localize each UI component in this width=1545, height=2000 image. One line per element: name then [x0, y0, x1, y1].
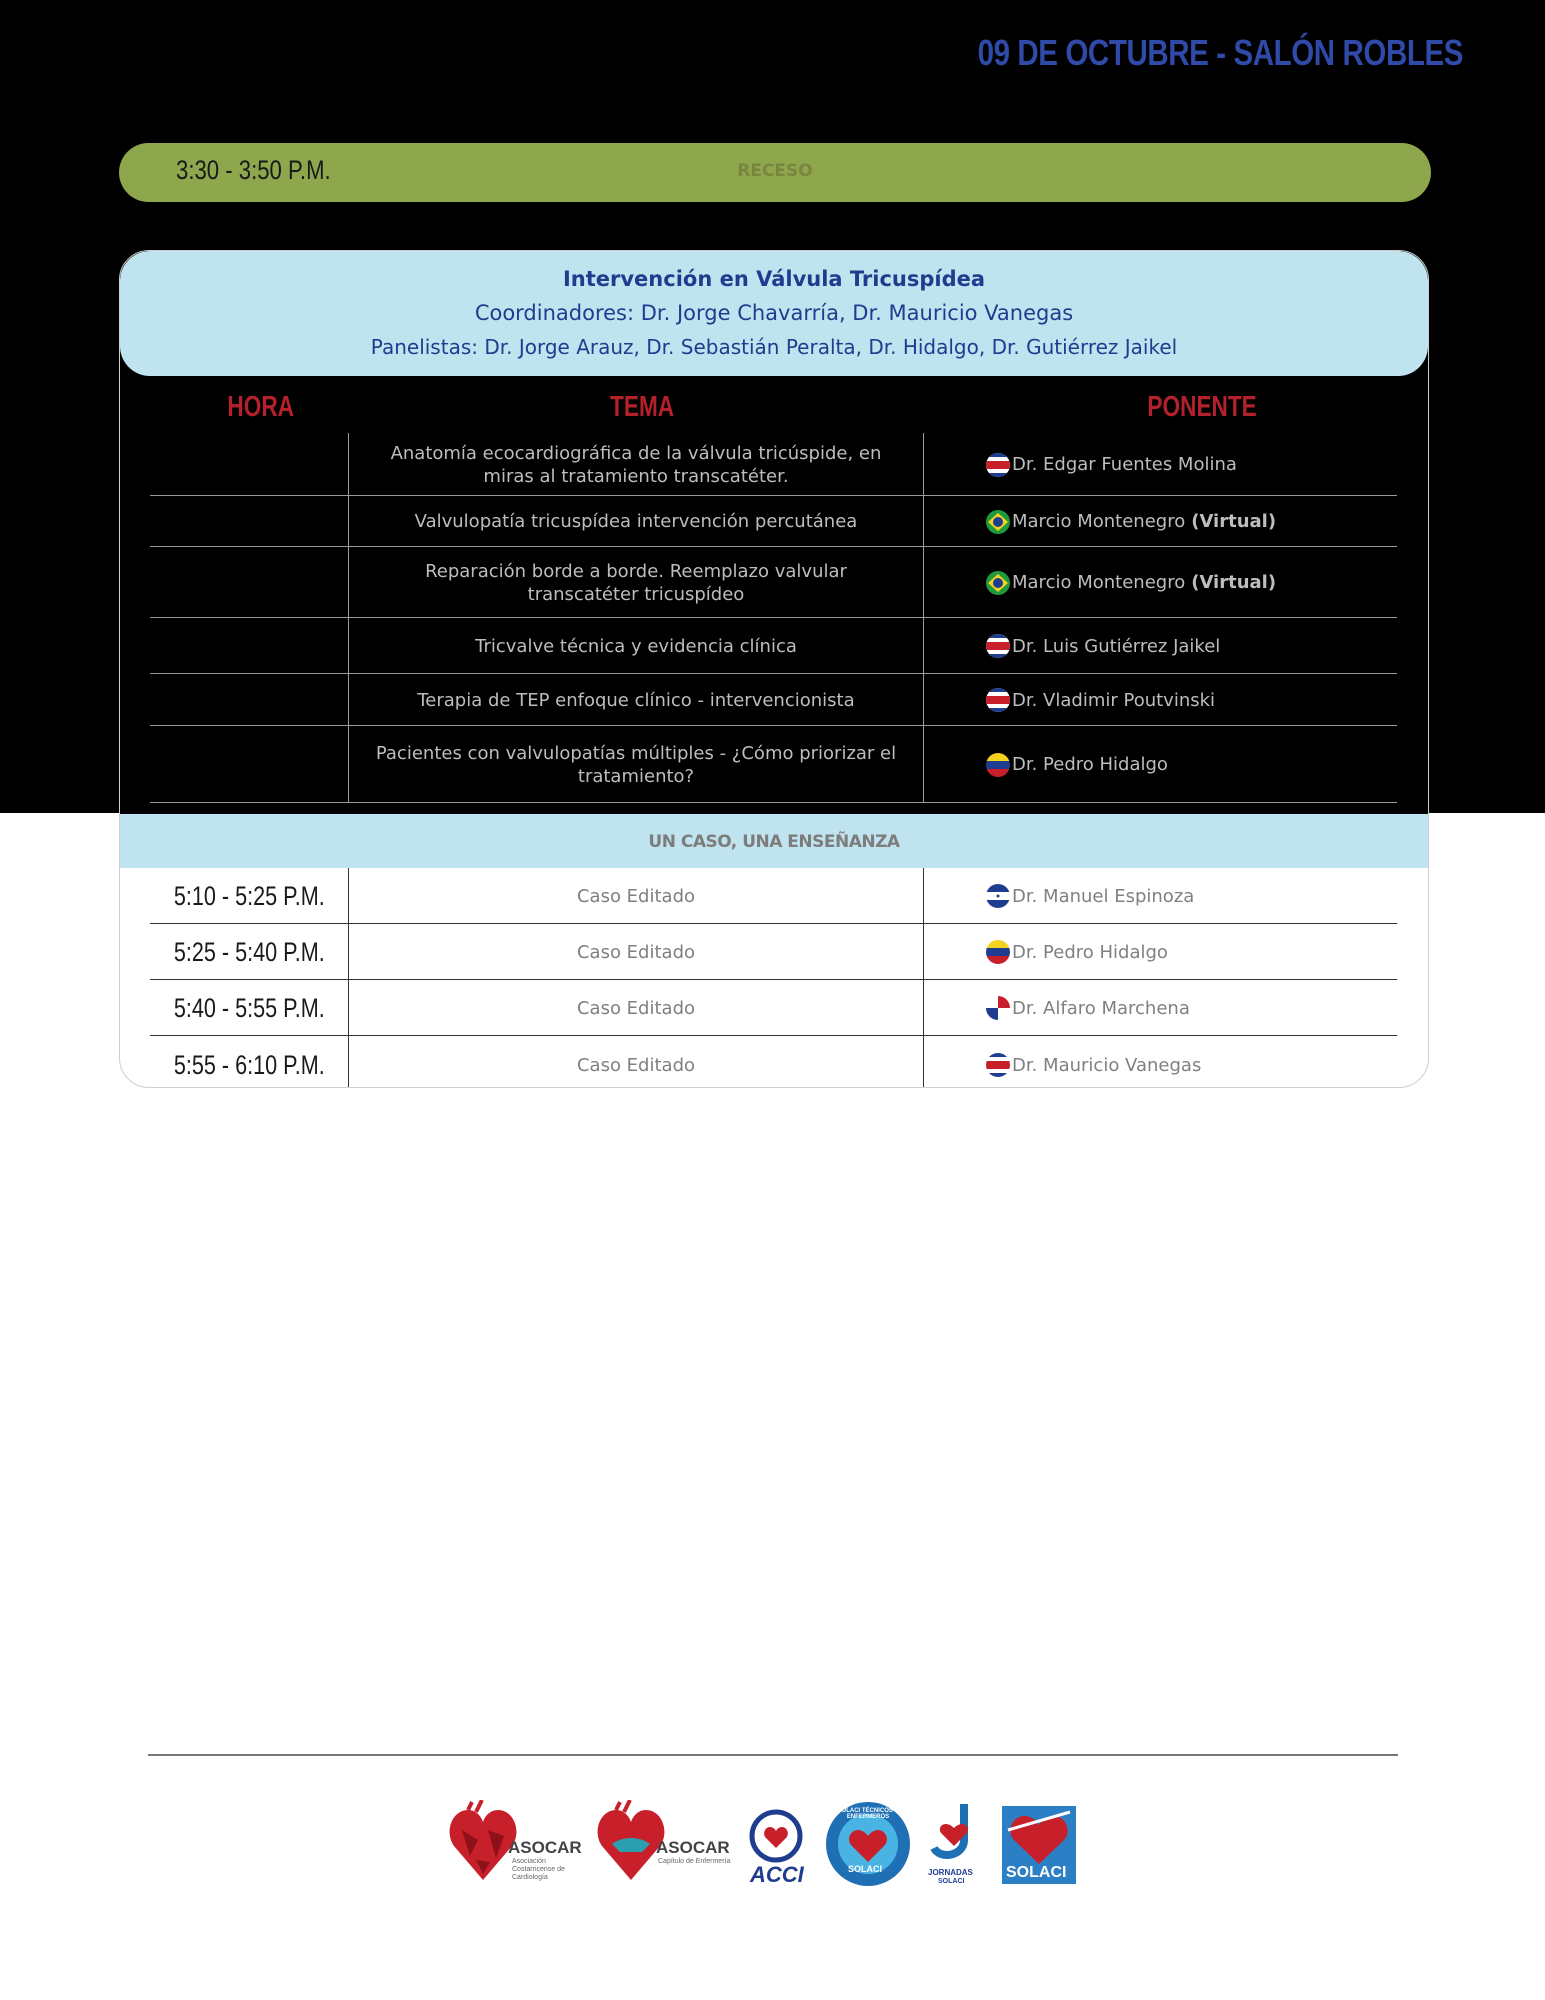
footer-divider — [148, 1754, 1398, 1756]
case-row — [150, 924, 1397, 980]
asocar-enfermeria-logo — [596, 1800, 736, 1890]
jornadas-text: JORNADAS — [928, 1868, 973, 1877]
row-tema: Valvulopatía tricuspídea intervención percutánea — [414, 511, 858, 532]
talk-row — [150, 618, 1397, 674]
row-hora — [150, 1036, 348, 1088]
solaci-text: SOLACI — [1006, 1864, 1067, 1881]
row-ponente — [924, 674, 1397, 726]
case-row — [150, 868, 1397, 924]
row-tema: Caso Editado — [576, 1054, 696, 1076]
row-hora-text: 5:25 - 5:40 P.M. — [173, 936, 325, 967]
recess-label: RECESO — [737, 161, 813, 181]
row-hora — [150, 726, 348, 803]
solaci-tecnicos-ring-text: SOLACI TÉCNICOS Y ENFERMEROS — [837, 1808, 899, 1820]
row-ponente — [924, 726, 1397, 803]
row-ponente — [924, 868, 1397, 924]
asocar2-subtext: Capítulo de Enfermería — [658, 1858, 731, 1865]
speaker-name: Dr. Pedro Hidalgo — [1012, 941, 1168, 963]
row-tema: Anatomía ecocardiográfica de la válvula tricúspide, en miras al tratamiento transcatéter. — [390, 442, 882, 487]
asocar-logo — [448, 1800, 588, 1890]
page-title: 09 DE OCTUBRE - SALÓN ROBLES — [977, 32, 1463, 73]
costa-rica-flag-icon — [986, 453, 1010, 477]
solaci-tecnicos-logo — [824, 1800, 914, 1890]
row-hora — [150, 980, 348, 1036]
solaci-tecnicos-text: SOLACI — [848, 1864, 883, 1874]
talk-row — [150, 433, 1397, 496]
speaker-name: Dr. Alfaro Marchena — [1012, 997, 1190, 1019]
costa-rica-flag-icon — [986, 634, 1010, 658]
asocar2-text: ASOCAR — [656, 1838, 730, 1857]
honduras-flag-icon — [986, 884, 1010, 908]
asocar-subtext: Asociación Costarricense de Cardiología — [512, 1858, 565, 1881]
venezuela-flag-icon — [986, 753, 1010, 777]
column-header-hora: HORA — [227, 391, 294, 423]
row-hora-text: 5:40 - 5:55 P.M. — [173, 992, 325, 1023]
speaker-name: Marcio Montenegro — [1012, 572, 1186, 593]
talk-row — [150, 547, 1397, 618]
brazil-flag-icon — [986, 510, 1010, 534]
speaker-name: Dr. Manuel Espinoza — [1012, 885, 1195, 907]
column-header-tema: TEMA — [610, 391, 675, 423]
recess-bar — [119, 143, 1431, 202]
session-title: Intervención en Válvula Tricuspídea — [562, 267, 986, 291]
recess-time: 3:30 - 3:50 P.M. — [176, 155, 331, 185]
row-ponente — [924, 618, 1397, 674]
venezuela-flag-icon — [986, 940, 1010, 964]
row-ponente — [924, 496, 1397, 547]
row-hora — [150, 924, 348, 980]
costa-rica-flag-icon — [986, 1053, 1010, 1077]
row-ponente — [924, 547, 1397, 618]
jornadas-subtext: SOLACI — [938, 1878, 965, 1885]
row-hora — [150, 496, 348, 547]
brazil-flag-icon — [986, 571, 1010, 595]
talk-row — [150, 674, 1397, 726]
talk-row — [150, 726, 1397, 803]
row-hora — [150, 547, 348, 618]
jornadas-solaci-logo — [926, 1800, 986, 1890]
case-section-label: UN CASO, UNA ENSEÑANZA — [648, 832, 900, 852]
sponsor-logos — [448, 1800, 1088, 1900]
speaker-name: Dr. Vladimir Poutvinski — [1012, 689, 1216, 711]
row-hora — [150, 618, 348, 674]
row-hora — [150, 674, 348, 726]
row-ponente — [924, 980, 1397, 1036]
row-tema: Caso Editado — [576, 941, 696, 963]
speaker-name: Dr. Edgar Fuentes Molina — [1012, 454, 1237, 475]
case-section-band — [120, 814, 1428, 868]
speaker-name: Dr. Mauricio Vanegas — [1012, 1054, 1202, 1076]
row-ponente — [924, 433, 1397, 496]
case-row — [150, 1036, 1397, 1088]
row-tema: Pacientes con valvulopatías múltiples - ¿Cómo priorizar el tratamiento? — [375, 742, 897, 787]
acci-emblem-icon — [748, 1808, 804, 1864]
talk-row — [150, 496, 1397, 547]
row-hora-text: 5:10 - 5:25 P.M. — [173, 880, 325, 911]
row-hora — [150, 868, 348, 924]
session-coordinators: Coordinadores: Dr. Jorge Chavarría, Dr. Mauricio Vanegas — [474, 301, 1074, 325]
row-tema: Caso Editado — [576, 885, 696, 907]
speaker-name: Dr. Luis Gutiérrez Jaikel — [1012, 635, 1221, 657]
solaci-logo — [1000, 1800, 1080, 1890]
row-tema: Tricvalve técnica y evidencia clínica — [475, 635, 797, 657]
column-header-ponente: PONENTE — [1147, 391, 1257, 423]
row-hora — [150, 433, 348, 496]
speaker-virtual-tag: (Virtual) — [1191, 511, 1277, 532]
row-hora-text: 5:55 - 6:10 P.M. — [173, 1049, 325, 1080]
speaker-name: Dr. Pedro Hidalgo — [1012, 754, 1168, 775]
panama-flag-icon — [986, 996, 1010, 1020]
acci-logo — [748, 1800, 808, 1890]
row-ponente — [924, 924, 1397, 980]
costa-rica-flag-icon — [986, 688, 1010, 712]
row-tema: Reparación borde a borde. Reemplazo valvular transcatéter tricuspídeo — [425, 560, 847, 605]
session-panelists: Panelistas: Dr. Jorge Arauz, Dr. Sebastián Peralta, Dr. Hidalgo, Dr. Gutiérrez Jaikel — [370, 335, 1178, 359]
speaker-virtual-tag: (Virtual) — [1191, 572, 1277, 593]
acci-text: ACCI — [750, 1862, 804, 1887]
speaker-name: Marcio Montenegro — [1012, 511, 1186, 532]
jornadas-emblem-icon — [926, 1800, 982, 1866]
session-header — [120, 251, 1428, 376]
asocar-text: ASOCAR — [508, 1838, 582, 1857]
case-row — [150, 980, 1397, 1036]
row-ponente — [924, 1036, 1397, 1088]
row-divider — [150, 802, 1397, 803]
session-card — [119, 250, 1429, 1088]
row-tema: Caso Editado — [576, 997, 696, 1019]
row-tema: Terapia de TEP enfoque clínico - intervencionista — [417, 689, 855, 711]
